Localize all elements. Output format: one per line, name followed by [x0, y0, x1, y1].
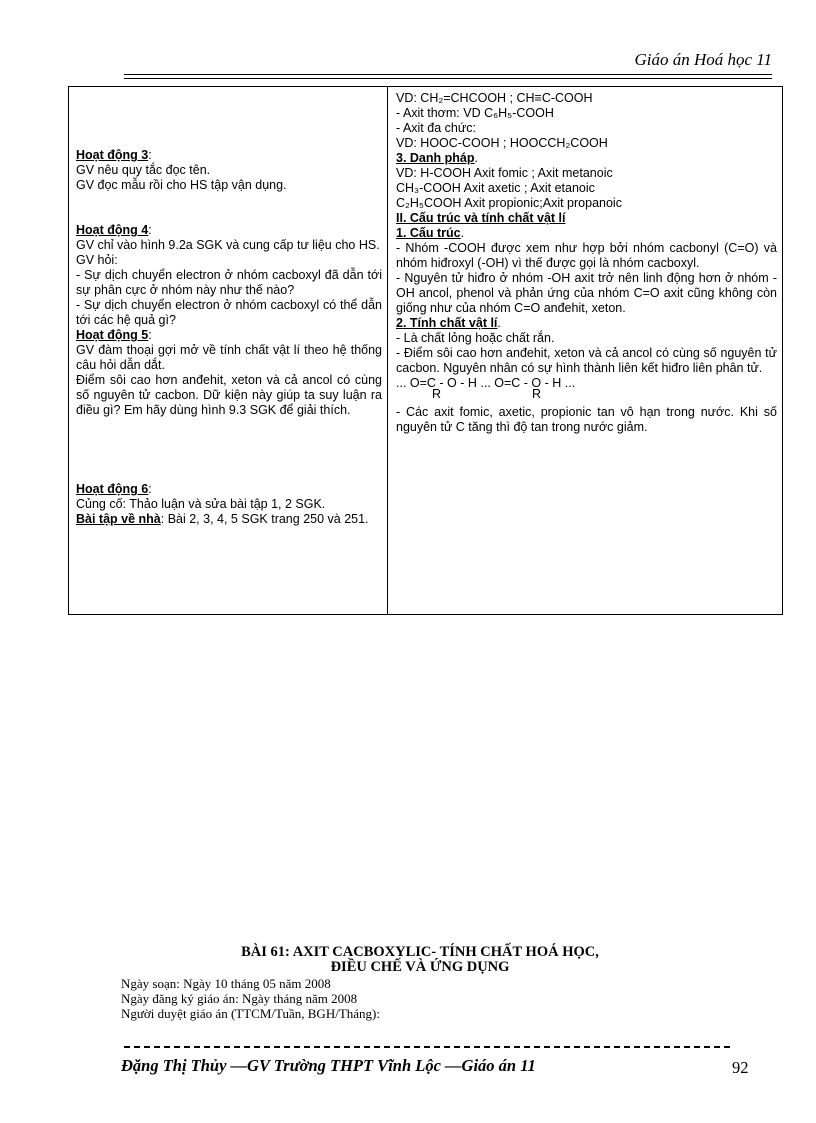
footer-author: Đặng Thị Thủy —GV Trường THPT Vĩnh Lộc —Giáo án 11	[121, 1056, 536, 1075]
activity-4-heading: Hoạt động 4	[76, 223, 149, 237]
formula-r-group-2: R	[532, 387, 542, 401]
physical-line-3: - Các axit fomic, axetic, propionic tan vô hạn trong nước. Khi số nguyên tử C tăng thì độ tan trong nước giảm.	[396, 405, 777, 434]
preparation-date: Ngày soạn: Ngày 10 tháng 05 năm 2008	[121, 976, 331, 991]
teacher-activities-column: Hoạt động 3: GV nêu quy tắc đọc tên. GV đọc mẫu rồi cho HS tập vận dụng. Hoạt động 4: GV chỉ vào hình 9.2a SGK và cung cấp tư liệu cho HS. GV hỏi: - Sự dịch chuyển electron ở nhóm cacboxyl đã dẫn tới sự phân cực ở nhóm này như thế nào? - Sự dịch chuyển electron ở nhóm cacboxyl có thể dẫn tới các hệ quả gì? Hoạt động 5: GV đàm thoại gợi mở về tính chất vật lí theo hệ thống câu hỏi dẫn dắt. Điểm sôi cao hơn anđehit, xeton và cả ancol có cùng số nguyên tử cacbon. Dữ kiện này giúp ta suy luận ra điều gì? Em hãy dùng hình 9.3 SGK để giải thích. Hoạt động 6: Củng cố: Thảo luận và sửa bài tập 1, 2 SGK. Bài tập về nhà: Bài 2, 3, 4, 5 SGK trang 250 và 251.	[76, 148, 382, 526]
activity-6-paragraph: Củng cố: Thảo luận và sửa bài tập 1, 2 SGK.	[76, 497, 326, 511]
example-unsaturated: VD: CH₂=CHCOOH ; CH≡C-COOH	[396, 91, 593, 105]
lesson-title-line-2: ĐIỀU CHẾ VÀ ỨNG DỤNG	[330, 959, 510, 975]
registration-date: Ngày đăng ký giáo án: Ngày tháng năm 2008	[121, 991, 358, 1006]
activity-4-intro: GV chỉ vào hình 9.2a SGK và cung cấp tư liệu cho HS.	[76, 238, 380, 252]
activity-3-line-1: GV nêu quy tắc đọc tên.	[76, 163, 211, 177]
activity-6-heading: Hoạt động 6	[76, 482, 149, 496]
header-title: Giáo án Hoá học 11	[634, 50, 772, 69]
column-divider	[387, 86, 388, 615]
header-rule	[124, 74, 772, 75]
example-polyacid: VD: HOOC-COOH ; HOOCCH₂COOH	[396, 136, 608, 150]
activity-5-paragraph-1: GV đàm thoại gợi mở về tính chất vật lí theo hệ thống câu hỏi dẫn dắt.	[76, 343, 382, 372]
activity-4-ask: GV hỏi:	[76, 253, 118, 267]
physical-properties-heading: 2. Tính chất vật lí	[396, 316, 498, 330]
nomenclature-line-2: CH₃-COOH Axit axetic ; Axit etanoic	[396, 181, 595, 195]
page-number: 92	[732, 1058, 749, 1077]
approver: Người duyệt giáo án (TTCM/Tuần, BGH/Tháng):	[121, 1006, 380, 1021]
lesson-meta	[121, 976, 380, 1021]
polyacid-label: - Axit đa chức:	[396, 121, 476, 135]
physical-line-1: - Là chất lỏng hoặc chất rắn.	[396, 331, 555, 345]
activity-3-line-2: GV đọc mẫu rồi cho HS tập vận dụng.	[76, 178, 287, 192]
activity-5-paragraph-2: Điểm sôi cao hơn anđehit, xeton và cả ancol có cùng số nguyên tử cacbon. Dữ kiện này giúp ta suy luận ra điều gì? Em hãy dùng hình 9.3 SGK để giải thích.	[76, 373, 382, 417]
activity-3-heading: Hoạt động 3	[76, 148, 149, 162]
lesson-title-line-1: BÀI 61: AXIT CACBOXYLIC- TÍNH CHẤT HOÁ HỌC,	[241, 944, 599, 960]
nomenclature-line-3: C₂H₅COOH Axit propionic;Axit propanoic	[396, 196, 622, 210]
structure-paragraph-2: - Nguyên tử hiđro ở nhóm -OH axit trở nên linh động hơn ở nhóm -OH ancol, phenol và phản ứng của nhóm C=O axit cũng không còn giống như của nhóm C=O anđehit, xeton.	[396, 271, 777, 315]
homework-text: : Bài 2, 3, 4, 5 SGK trang 250 và 251.	[160, 512, 369, 526]
activity-5-heading: Hoạt động 5	[76, 328, 149, 342]
homework-label: Bài tập về nhà	[76, 512, 161, 526]
nomenclature-line-1: VD: H-COOH Axit fomic ; Axit metanoic	[396, 166, 613, 180]
physical-line-2: - Điểm sôi cao hơn anđehit, xeton và cả ancol có cùng số nguyên tử cacbon. Nguyên nhân có sự hình thành liên kết hiđro liên phân tử.	[396, 346, 777, 375]
structure-paragraph-1: - Nhóm -COOH được xem như hợp bởi nhóm cacbonyl (C=O) và nhóm hiđroxyl (-OH) vì thế được gọi là nhóm cacboxyl.	[396, 241, 777, 270]
lesson-title	[160, 945, 680, 975]
structure-heading: 1. Cấu trúc	[396, 226, 461, 240]
footer-rule	[124, 1046, 730, 1048]
activity-4-question-1: - Sự dịch chuyển electron ở nhóm cacboxyl đã dẫn tới sự phân cực ở nhóm này như thế nào?	[76, 268, 382, 297]
activity-4-question-2: - Sự dịch chuyển electron ở nhóm cacboxyl có thể dẫn tới các hệ quả gì?	[76, 298, 382, 327]
section-2-heading: II. Cấu trúc và tính chất vật lí	[396, 211, 566, 225]
nomenclature-heading: 3. Danh pháp	[396, 151, 475, 165]
hydrogen-bond-formula: ... O=C - O - H ... O=C - O - H ...	[396, 376, 576, 390]
header-rule-secondary	[124, 78, 772, 79]
content-column: VD: CH₂=CHCOOH ; CH≡C-COOH - Axit thơm: VD C₆H₅-COOH - Axit đa chức: VD: HOOC-COOH ; HOOCCH₂COOH 3. Danh pháp. VD: H-COOH Axit fomic ; Axit metanoic CH₃-COOH Axit axetic ; Axit etanoic C₂H₅COOH Axit propionic;Axit propanoic II. Cấu trúc và tính chất vật lí 1. Cấu trúc. - Nhóm -COOH được xem như hợp bởi nhóm cacbonyl (C=O) và nhóm hiđroxyl (-OH) vì thế được gọi là nhóm cacboxyl. - Nguyên tử hiđro ở nhóm -OH axit trở nên linh động hơn ở nhóm -OH ancol, phenol và phản ứng của nhóm C=O axit cũng không còn giống như của nhóm C=O anđehit, xeton. 2. Tính chất vật lí. - Là chất lỏng hoặc chất rắn. - Điểm sôi cao hơn anđehit, xeton và cả ancol có cùng số nguyên tử cacbon. Nguyên nhân có sự hình thành liên kết hiđro liên phân tử. ... O=C - O - H ... O=C - O - H ... R R - Các axit fomic, axetic, propionic tan vô hạn trong nước. Khi số nguyên tử C tăng thì độ tan trong nước giảm.	[396, 91, 777, 434]
formula-r-group-1: R	[432, 387, 442, 401]
example-aromatic: - Axit thơm: VD C₆H₅-COOH	[396, 106, 554, 120]
